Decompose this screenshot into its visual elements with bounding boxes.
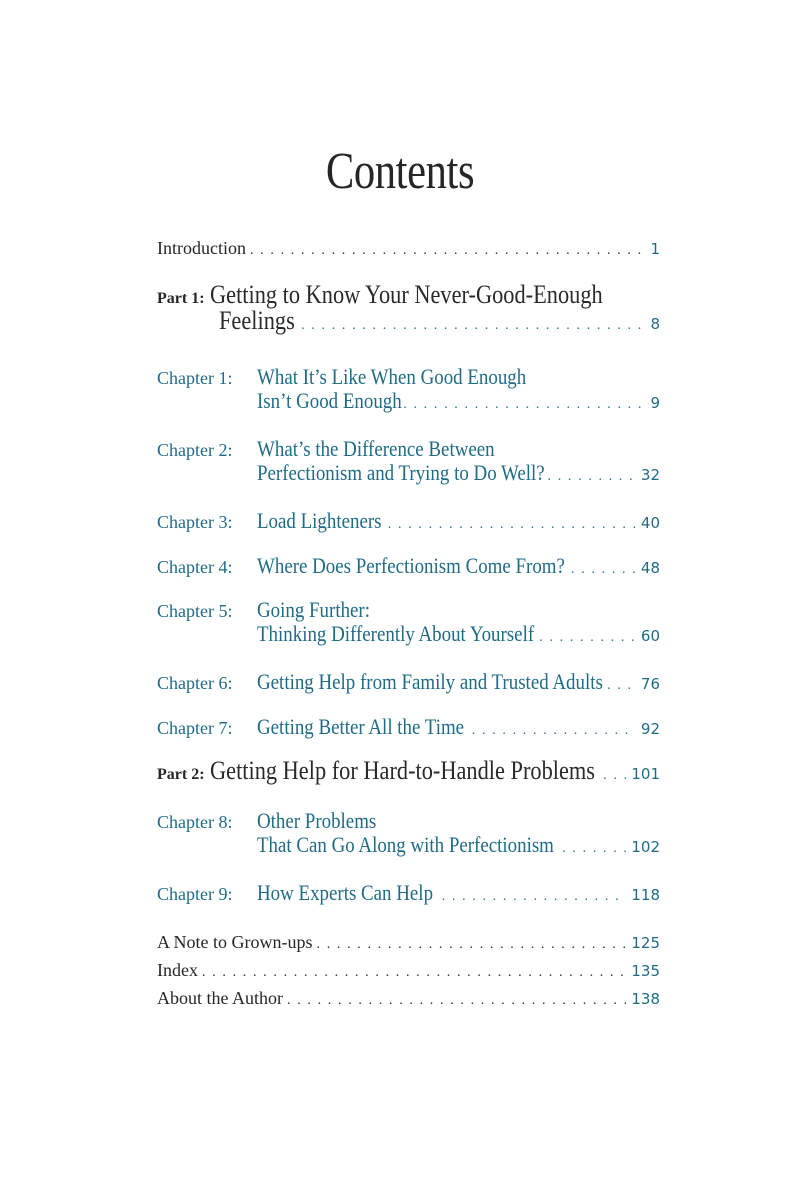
- page-number: 60: [640, 627, 660, 645]
- chapter-title-line-1: Other Problems: [257, 808, 377, 833]
- page-number: 40: [640, 514, 660, 532]
- toc-entry-index[interactable]: [157, 960, 660, 981]
- page-number: 8: [650, 315, 660, 333]
- chapter-title-line-2: Thinking Differently About Yourself: [257, 621, 535, 646]
- chapter-label: Chapter 8:: [157, 812, 233, 832]
- chapter-label: Chapter 4:: [157, 557, 233, 577]
- part-title: Getting Help for Hard-to-Handle Problems: [209, 756, 595, 785]
- chapter-title-line-1: Going Further:: [257, 597, 370, 622]
- entry-label: Introduction: [157, 238, 246, 258]
- chapter-label: Chapter 5:: [157, 601, 233, 621]
- entry-label: Index: [157, 960, 198, 980]
- toc-entry-introduction[interactable]: [157, 238, 660, 259]
- toc-entry-chapter-2[interactable]: [157, 436, 660, 486]
- page-number: 138: [631, 990, 660, 1008]
- page-number: 92: [640, 720, 660, 738]
- toc-entry-part-2[interactable]: [157, 756, 660, 786]
- page-number: 125: [631, 934, 660, 952]
- toc-entry-chapter-4[interactable]: [157, 553, 660, 579]
- chapter-title-line-1: What’s the Difference Between: [257, 436, 495, 461]
- dot-leader: [388, 517, 636, 533]
- part-label: Part 2:: [157, 766, 205, 783]
- page-number: 101: [631, 765, 660, 783]
- chapter-label: Chapter 9:: [157, 884, 233, 904]
- chapter-title: Getting Help from Family and Trusted Adults: [257, 669, 603, 694]
- dot-leader: [472, 723, 636, 739]
- toc-entry-chapter-6[interactable]: [157, 669, 660, 695]
- chapter-title-line-2: Perfectionism and Trying to Do Well?: [257, 460, 545, 485]
- chapter-label: Chapter 7:: [157, 718, 233, 738]
- chapter-title: Where Does Perfectionism Come From?: [257, 553, 565, 578]
- chapter-title-line-1: What It’s Like When Good Enough: [257, 364, 527, 389]
- dot-leader: [317, 937, 627, 953]
- dot-leader: [562, 841, 626, 857]
- entry-label: About the Author: [157, 988, 283, 1008]
- chapter-label: Chapter 3:: [157, 512, 233, 532]
- toc-entry-chapter-8[interactable]: [157, 808, 660, 858]
- page-number: 135: [631, 962, 660, 980]
- dot-leader: [442, 889, 627, 905]
- toc-entry-note-to-grown-ups[interactable]: [157, 932, 660, 953]
- chapter-label: Chapter 1:: [157, 368, 233, 388]
- dot-leader: [571, 562, 636, 578]
- toc-entry-chapter-7[interactable]: [157, 714, 660, 740]
- toc-entry-chapter-1[interactable]: [157, 364, 660, 414]
- dot-leader: [603, 768, 626, 784]
- chapter-title-line-2: Isn’t Good Enough: [257, 388, 402, 413]
- dot-leader: [403, 397, 645, 413]
- entry-label: A Note to Grown-ups: [157, 932, 313, 952]
- dot-leader: [202, 965, 626, 981]
- toc-entry-part-1[interactable]: [157, 280, 660, 336]
- toc-entry-chapter-9[interactable]: [157, 880, 660, 906]
- page-number: 1: [650, 240, 660, 258]
- page-number: 102: [631, 838, 660, 856]
- dot-leader: [539, 630, 636, 646]
- page-number: 32: [640, 466, 660, 484]
- part-title-line-2: Feelings: [219, 306, 295, 335]
- dot-leader: [548, 469, 636, 485]
- dot-leader: [607, 678, 636, 694]
- chapter-title: How Experts Can Help: [257, 880, 434, 905]
- part-title-line-1: Getting to Know Your Never-Good-Enough: [209, 280, 603, 309]
- toc-entry-chapter-5[interactable]: [157, 597, 660, 647]
- part-label: Part 1:: [157, 290, 205, 307]
- chapter-title-line-2: That Can Go Along with Perfectionism: [257, 832, 554, 857]
- page-number: 9: [650, 394, 660, 412]
- page-title: Contents: [325, 143, 475, 200]
- chapter-title: Getting Better All the Time: [257, 714, 465, 739]
- page-number: 48: [640, 559, 660, 577]
- dot-leader: [250, 243, 645, 259]
- toc-entry-chapter-3[interactable]: [157, 508, 660, 534]
- page-number: 76: [640, 675, 660, 693]
- dot-leader: [287, 993, 626, 1009]
- chapter-label: Chapter 2:: [157, 440, 233, 460]
- dot-leader: [301, 318, 645, 334]
- chapter-title: Load Lighteners: [257, 508, 382, 533]
- page-number: 118: [631, 886, 660, 904]
- toc-entry-about-the-author[interactable]: [157, 988, 660, 1009]
- chapter-label: Chapter 6:: [157, 673, 233, 693]
